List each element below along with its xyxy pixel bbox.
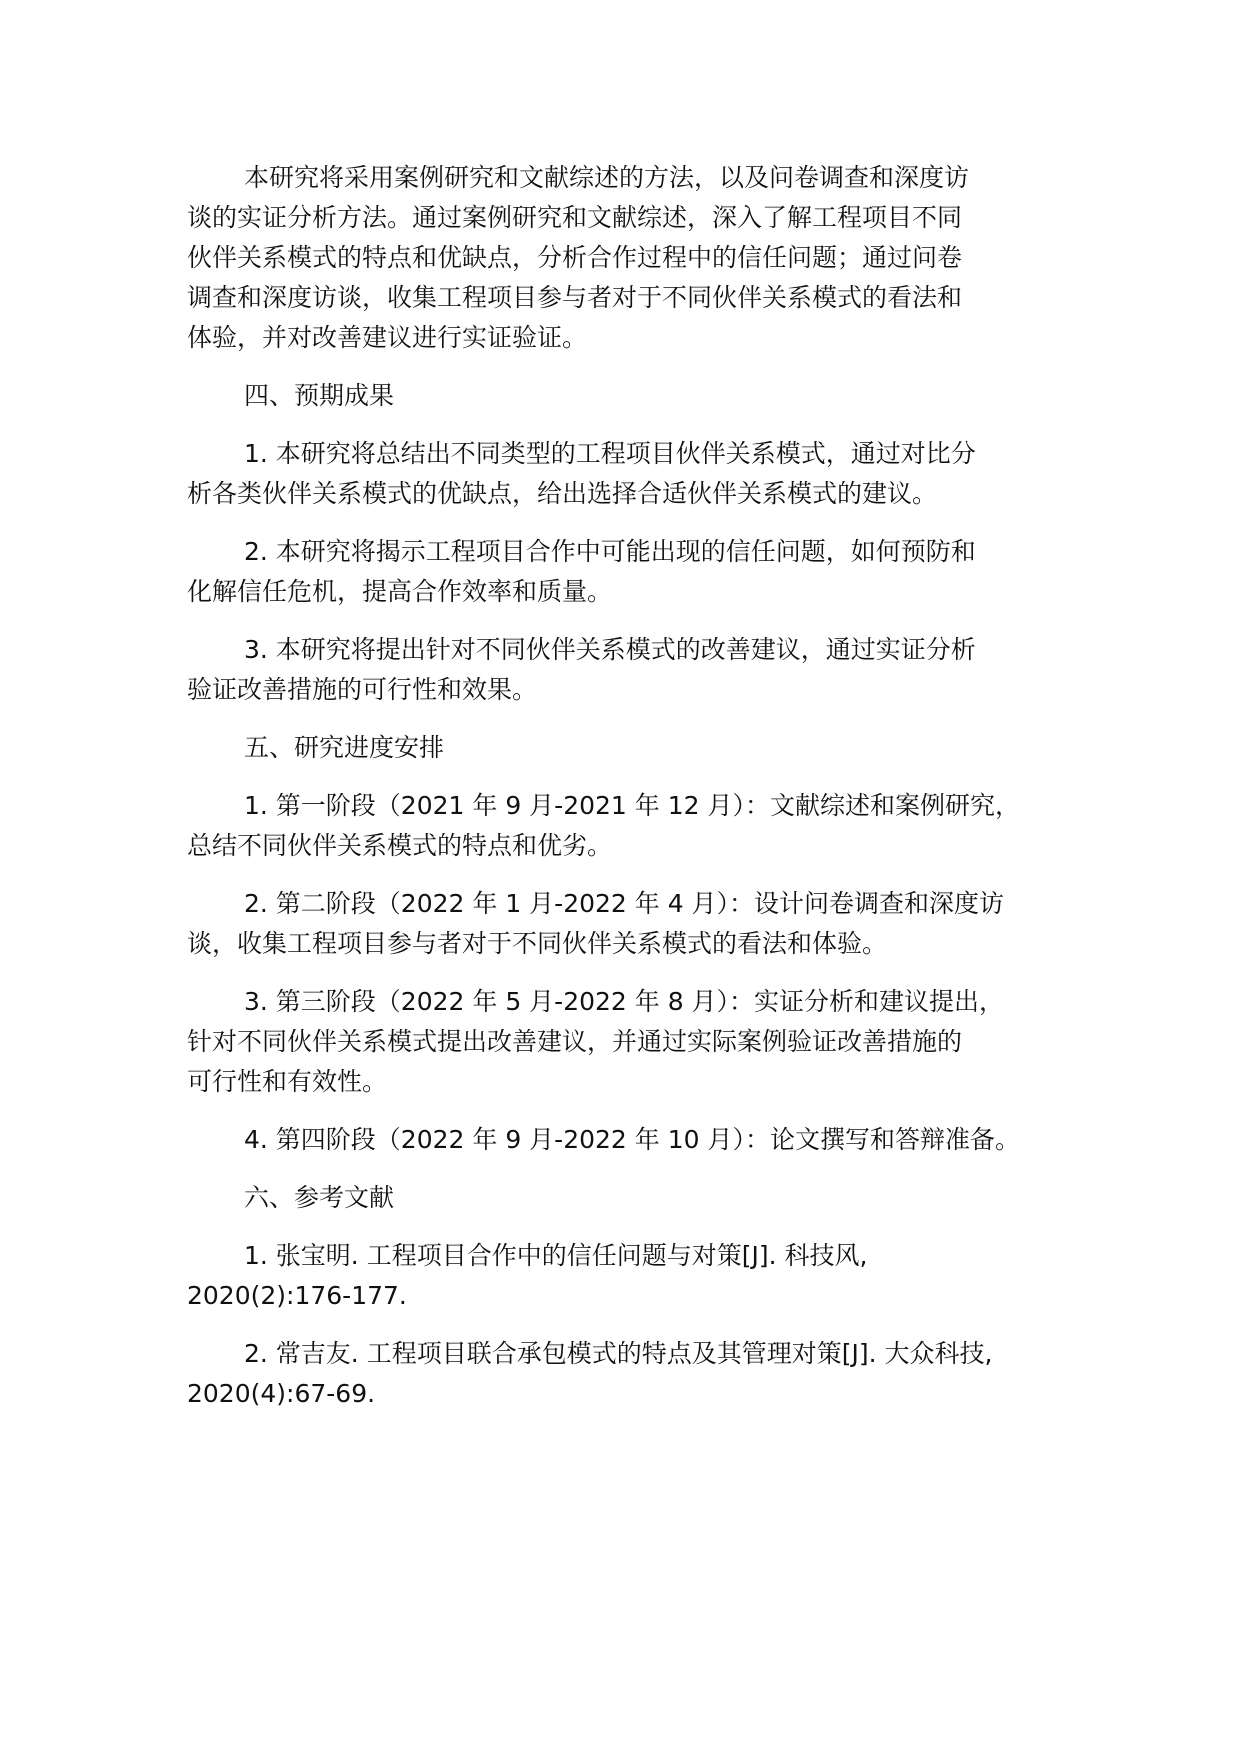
text-line: 2. 常吉友. 工程项目联合承包模式的特点及其管理对策[J]. 大众科技, [244, 1339, 993, 1368]
heading-text: 六、参考文献 [244, 1183, 395, 1212]
list-item-stage-3 [187, 982, 1067, 1102]
text-line: 1. 第一阶段（2021 年 9 月-2021 年 12 月）：文献综述和案例研究， [244, 791, 1020, 820]
list-item-result-2 [187, 532, 1067, 612]
text-line: 析各类伙伴关系模式的优缺点，给出选择合适伙伴关系模式的建议。 [187, 479, 938, 508]
text-line: 伙伴关系模式的特点和优缺点，分析合作过程中的信任问题；通过问卷 [187, 243, 963, 272]
text-line: 调查和深度访谈，收集工程项目参与者对于不同伙伴关系模式的看法和 [187, 283, 963, 312]
text-line: 1. 本研究将总结出不同类型的工程项目伙伴关系模式，通过对比分 [244, 439, 976, 468]
text-line: 谈，收集工程项目参与者对于不同伙伴关系模式的看法和体验。 [187, 929, 888, 958]
document-body [187, 158, 1067, 1432]
list-item-stage-4 [187, 1120, 1067, 1160]
list-item-stage-1 [187, 786, 1067, 866]
text-line: 2020(4):67-69. [187, 1379, 376, 1408]
list-item-stage-2 [187, 884, 1067, 964]
list-item-result-1 [187, 434, 1067, 514]
text-line: 2. 第二阶段（2022 年 1 月-2022 年 4 月）：设计问卷调查和深度访 [244, 889, 1005, 918]
section-heading-schedule [187, 728, 1067, 768]
text-line: 2020(2):176-177. [187, 1281, 407, 1310]
text-line: 针对不同伙伴关系模式提出改善建议，并通过实际案例验证改善措施的 [187, 1027, 963, 1056]
text-line: 可行性和有效性。 [187, 1067, 388, 1096]
text-line: 4. 第四阶段（2022 年 9 月-2022 年 10 月）：论文撰写和答辩准备。 [244, 1125, 1020, 1154]
reference-item-1 [187, 1236, 1067, 1316]
text-line: 验证改善措施的可行性和效果。 [187, 675, 538, 704]
text-line: 总结不同伙伴关系模式的特点和优劣。 [187, 831, 613, 860]
section-heading-expected-results [187, 376, 1067, 416]
text-line: 化解信任危机，提高合作效率和质量。 [187, 577, 613, 606]
text-line: 谈的实证分析方法。通过案例研究和文献综述，深入了解工程项目不同 [187, 203, 963, 232]
paragraph-methods [187, 158, 1067, 358]
heading-text: 五、研究进度安排 [244, 733, 445, 762]
heading-text: 四、预期成果 [244, 381, 395, 410]
text-line: 1. 张宝明. 工程项目合作中的信任问题与对策[J]. 科技风, [244, 1241, 868, 1270]
section-heading-references [187, 1178, 1067, 1218]
text-line: 3. 本研究将提出针对不同伙伴关系模式的改善建议，通过实证分析 [244, 635, 976, 664]
text-line: 2. 本研究将揭示工程项目合作中可能出现的信任问题，如何预防和 [244, 537, 976, 566]
list-item-result-3 [187, 630, 1067, 710]
text-line: 体验，并对改善建议进行实证验证。 [187, 323, 588, 352]
text-line: 本研究将采用案例研究和文献综述的方法，以及问卷调查和深度访 [244, 163, 970, 192]
reference-item-2 [187, 1334, 1067, 1414]
text-line: 3. 第三阶段（2022 年 5 月-2022 年 8 月）：实证分析和建议提出， [244, 987, 1005, 1016]
